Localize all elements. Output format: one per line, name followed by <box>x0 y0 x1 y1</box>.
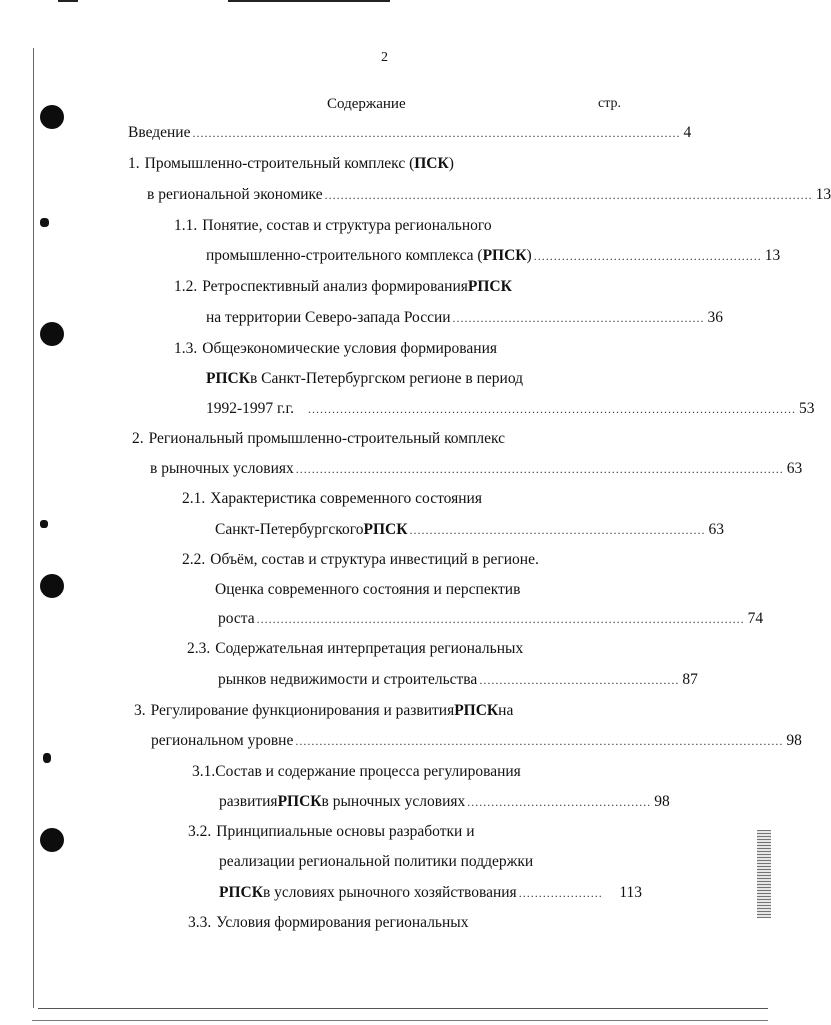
toc-entry-chapter-2: 2. Региональный промышленно-строительный комплекс <box>132 430 506 447</box>
dot-leader: .......................................................................................................................... <box>308 402 797 416</box>
dot-leader: .......................................................................................................................... <box>256 612 745 626</box>
dot-leader: .......................................................................... <box>409 523 706 537</box>
toc-entry-1-1: 1.1. Понятие, состав и структура регионального <box>174 217 492 234</box>
toc-entry-3-1: 3.1. Состав и содержание процесса регулирования <box>192 763 521 780</box>
scan-speck <box>43 753 51 763</box>
scan-speck <box>40 218 49 227</box>
toc-entry-1-1-cont: промышленно-строительного комплекса ( РПСК ) ......................................................... 13 <box>206 245 634 267</box>
toc-entry-2-2-cont-2: роста .......................................................................................................................... 74 <box>218 608 640 630</box>
dot-leader: ......................................................... <box>533 249 762 263</box>
toc-entry-2-3: 2.3. Содержательная интерпретация региональных <box>187 640 524 657</box>
toc-entry-1-3-cont-2: 1992-1997 г.г. .......................................................................................................................... 53 <box>206 398 638 420</box>
toc-entry-3-2-cont: реализации региональной политики поддержки <box>219 853 534 870</box>
toc-entry-2-2: 2.2. Объём, состав и структура инвестиций в регионе. <box>182 551 539 568</box>
toc-entry-2-2-cont: Оценка современного состояния и перспектив <box>215 581 521 598</box>
toc-page-column-label: стр. <box>598 96 622 111</box>
scan-edge-top <box>228 0 390 2</box>
toc-entry-chapter-1-cont: в региональной экономике .......................................................................................................................... 13 <box>147 184 632 206</box>
punch-hole <box>40 105 64 129</box>
punch-hole <box>40 828 64 852</box>
dot-leader: .................................................. <box>479 673 680 687</box>
page-number: 2 <box>381 50 388 65</box>
dot-leader: ..................... <box>518 886 603 900</box>
toc-entry-1-3-cont: РПСК в Санкт-Петербургском регионе в период <box>206 370 524 387</box>
scan-edge-left <box>33 48 34 1008</box>
punch-hole <box>40 322 64 346</box>
toc-entry-2-1: 2.1. Характеристика современного состояния <box>182 490 482 507</box>
toc-entry-chapter-3-cont: региональном уровне .......................................................................................................................... 98 <box>151 730 638 752</box>
scan-edge-bottom-2 <box>32 1020 768 1021</box>
dot-leader: .............................................. <box>467 795 652 809</box>
scan-edge-bottom <box>38 1008 768 1009</box>
dot-leader: .......................................................................................................................... <box>295 462 784 476</box>
toc-entry-chapter-2-cont: в рыночных условиях .......................................................................................................................... 63 <box>150 458 640 480</box>
punch-hole <box>40 574 64 598</box>
toc-entry-2-3-cont: рынков недвижимости и строительства .................................................. 87 <box>218 669 640 691</box>
scan-edge-top-left <box>58 0 78 2</box>
toc-entry-chapter-1: 1. Промышленно-строительный комплекс ( ПСК ) <box>128 155 454 172</box>
toc-entry-3-1-cont: развития РПСК в рыночных условиях .............................................. 98 <box>219 791 638 813</box>
toc-entry-chapter-3: 3. Регулирование функционирования и развития РПСК на <box>134 702 514 719</box>
toc-heading: Содержание <box>327 96 406 112</box>
toc-entry-1-3: 1.3. Общеэкономические условия формирования <box>174 340 498 357</box>
dot-leader: .......................................................................................................................... <box>324 188 813 202</box>
toc-entry-introduction: Введение .......................................................................................................................... 4 <box>128 122 629 144</box>
toc-entry-3-2: 3.2. Принципиальные основы разработки и <box>188 823 475 840</box>
toc-entry-3-2-cont-2: РПСК в условиях рыночного хозяйствования ..................... 113 <box>219 882 642 904</box>
toc-entry-1-2-cont: на территории Северо-запада России ............................................................... 36 <box>206 307 640 329</box>
dot-leader: .......................................................................................................................... <box>192 126 681 140</box>
dot-leader: ............................................................... <box>452 311 705 325</box>
toc-entry-3-3: 3.3. Условия формирования региональных <box>188 914 469 931</box>
toc-entry-2-1-cont: Санкт-Петербургского РПСК .......................................................................... 63 <box>215 519 640 541</box>
scan-bleed-mark <box>757 830 771 918</box>
toc-entry-1-2: 1.2. Ретроспективный анализ формирования РПСК <box>174 278 512 295</box>
scan-speck <box>40 520 48 528</box>
dot-leader: .......................................................................................................................... <box>295 734 784 748</box>
